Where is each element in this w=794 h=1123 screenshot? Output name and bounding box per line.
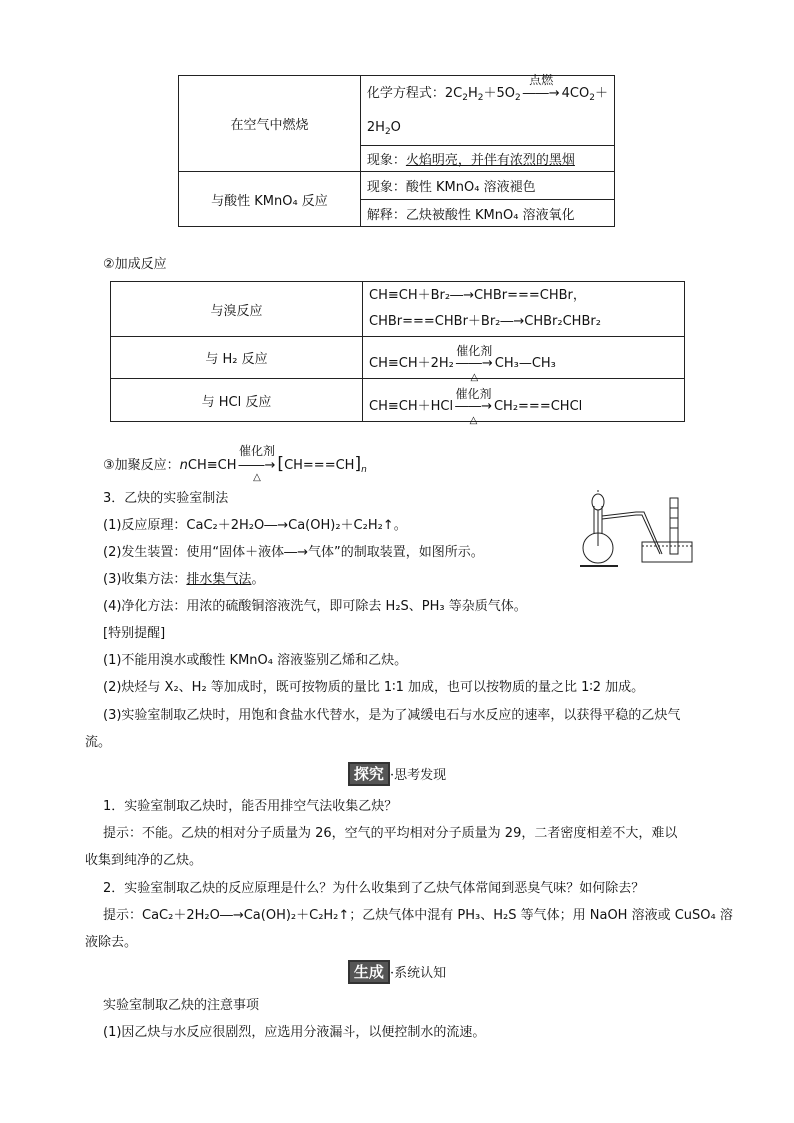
reaction-principle: (1)反应原理：CaC₂＋2H₂O―→Ca(OH)₂＋C₂H₂↑。	[103, 518, 407, 533]
note-3-line-1: (3)实验室制取乙炔时，用饱和食盐水代替水，是为了减缓电石与水反应的速率，以获得平稳的乙炔气	[103, 708, 681, 723]
row-label-bromine: 与溴反应	[111, 282, 363, 337]
question-2: 2．实验室制取乙炔的反应原理是什么？为什么收集到了乙炔气体常闻到恶臭气味？如何除去？	[103, 881, 645, 896]
answer-2-line-1: 提示：CaC₂＋2H₂O―→Ca(OH)₂＋C₂H₂↑；乙炔气体中混有 PH₃、H₂S 等气体；用 NaOH 溶液或 CuSO₄ 溶	[103, 908, 733, 923]
answer-2-line-2: 液除去。	[85, 935, 138, 950]
addition-table	[110, 281, 685, 426]
kmno4-explanation: 解释：乙炔被酸性 KMnO₄ 溶液氧化	[360, 200, 614, 227]
addition-reaction-title: ②加成反应	[103, 257, 167, 272]
section-3-title: 3．乙炔的实验室制法	[103, 491, 229, 506]
collection-method: (3)收集方法：排水集气法。	[103, 572, 265, 587]
row-label-kmno4: 与酸性 KMnO₄ 反应	[179, 172, 361, 227]
generate-header	[0, 960, 794, 984]
row-label-hcl: 与 HCl 反应	[111, 379, 363, 422]
special-note-title: [特别提醒]	[103, 626, 166, 641]
question-1: 1．实验室制取乙炔时，能否用排空气法收集乙炔？	[103, 799, 398, 814]
explore-tag: 探究	[348, 762, 390, 786]
hydrogen-equation: CH≡CH＋2H₂ 催化剂 ――→ △ CH₃—CH₃	[363, 337, 685, 379]
explore-header	[0, 762, 794, 786]
hcl-equation: CH≡CH＋HCl 催化剂 ――→ △ CH₂===CHCl	[363, 379, 685, 422]
note-2: (2)炔烃与 X₂、H₂ 等加成时，既可按物质的量比 1∶1 加成，也可以按物质的量之比 1∶2 加成。	[103, 680, 645, 695]
polymerization-line: ③加聚反应：nCH≡CH 催化剂 ――→ △ $[CH===CH]_n$	[103, 444, 367, 483]
generate-subtitle: ·系统认知	[389, 966, 447, 981]
precautions-title: 实验室制取乙炔的注意事项	[103, 998, 260, 1013]
note-3-line-2: 流。	[85, 735, 112, 750]
precaution-1: (1)因乙炔与水反应很剧烈，应选用分液漏斗，以便控制水的流速。	[103, 1025, 486, 1040]
generation-apparatus: (2)发生装置：使用“固体＋液体―→气体”的制取装置，如图所示。	[103, 545, 484, 560]
row-label-combustion: 在空气中燃烧	[179, 76, 361, 172]
purification-method: (4)净化方法：用浓的硫酸铜溶液洗气，即可除去 H₂S、PH₃ 等杂质气体。	[103, 599, 527, 614]
combustion-phenomenon: 现象：火焰明亮，并伴有浓烈的黑烟	[360, 146, 614, 172]
kmno4-phenomenon: 现象：酸性 KMnO₄ 溶液褪色	[360, 172, 614, 200]
row-label-hydrogen: 与 H₂ 反应	[111, 337, 363, 379]
combustion-equation: 化学方程式：$2C_2H_2+5O_2$ 点燃 ――→ $4CO_2+$ $2H_2O$	[360, 76, 614, 146]
answer-1-line-1: 提示：不能。乙炔的相对分子质量为 26，空气的平均相对分子质量为 29，二者密度相差不大，难以	[103, 826, 678, 841]
explore-subtitle: ·思考发现	[389, 768, 447, 783]
generate-tag: 生成	[348, 960, 390, 984]
apparatus-illustration	[578, 488, 698, 570]
combustion-table	[178, 72, 615, 227]
bromine-equations: CH≡CH＋Br₂―→CHBr===CHBr， CHBr===CHBr＋Br₂―→CHBr₂CHBr₂	[363, 282, 685, 337]
answer-1-line-2: 收集到纯净的乙炔。	[85, 853, 203, 868]
note-1: (1)不能用溴水或酸性 KMnO₄ 溶液鉴别乙烯和乙炔。	[103, 653, 408, 668]
